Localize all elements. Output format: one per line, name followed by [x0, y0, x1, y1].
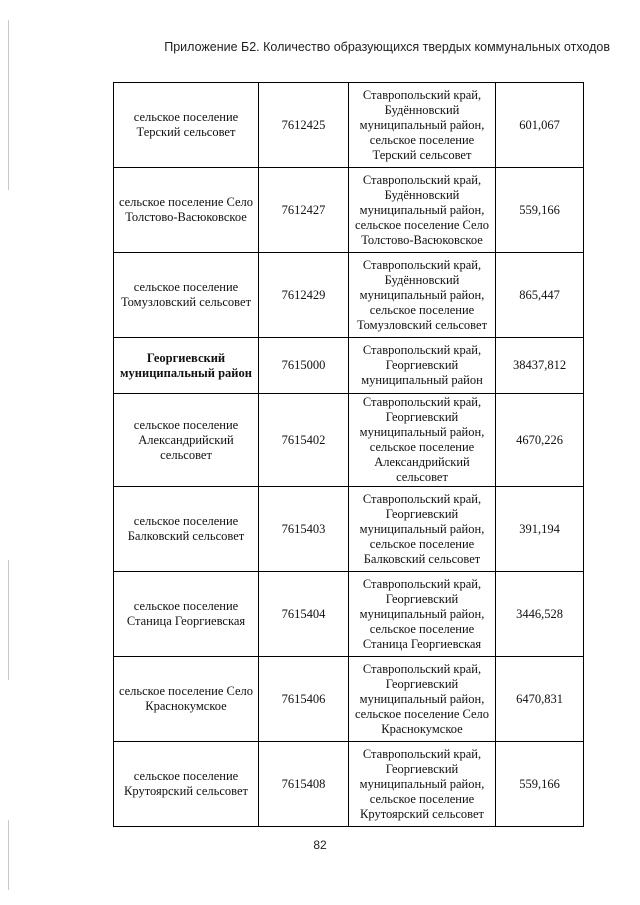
table-row [114, 487, 584, 572]
location-cell: Ставропольский край, Георгиевский муниципальный район, сельское поселение Станица Георгиевская [349, 572, 496, 657]
page-header: Приложение Б2. Количество образующихся твердых коммунальных отходов [164, 40, 610, 54]
code-cell: 7615403 [259, 487, 349, 572]
scan-margin-line [8, 820, 9, 890]
value-cell: 559,166 [496, 168, 584, 253]
value-cell: 6470,831 [496, 657, 584, 742]
settlement-cell: сельское поселение Село Краснокумское [114, 657, 259, 742]
waste-table [113, 82, 584, 827]
settlement-cell: сельское поселение Александрийский сельсовет [114, 394, 259, 487]
location-cell: Ставропольский край, Георгиевский муниципальный район [349, 338, 496, 394]
location-cell: Ставропольский край, Георгиевский муниципальный район, сельское поселение Крутоярский сельсовет [349, 742, 496, 827]
code-cell: 7615408 [259, 742, 349, 827]
table-row [114, 657, 584, 742]
code-cell: 7612427 [259, 168, 349, 253]
value-cell: 38437,812 [496, 338, 584, 394]
table-row [114, 394, 584, 487]
code-cell: 7615404 [259, 572, 349, 657]
location-cell: Ставропольский край, Будённовский муниципальный район, сельское поселение Терский сельсовет [349, 83, 496, 168]
code-cell: 7615402 [259, 394, 349, 487]
scan-margin-line [8, 560, 9, 680]
value-cell: 865,447 [496, 253, 584, 338]
district-cell: Георгиевский муниципальный район [114, 338, 259, 394]
settlement-cell: сельское поселение Станица Георгиевская [114, 572, 259, 657]
settlement-cell: сельское поселение Терский сельсовет [114, 83, 259, 168]
scan-margin-line [8, 20, 9, 190]
value-cell: 601,067 [496, 83, 584, 168]
code-cell: 7615000 [259, 338, 349, 394]
location-cell: Ставропольский край, Георгиевский муниципальный район, сельское поселение Балковский сельсовет [349, 487, 496, 572]
value-cell: 559,166 [496, 742, 584, 827]
page-number: 82 [313, 838, 327, 852]
location-cell: Ставропольский край, Будённовский муниципальный район, сельское поселение Село Толстово-Васюковское [349, 168, 496, 253]
table-row [114, 253, 584, 338]
value-cell: 3446,528 [496, 572, 584, 657]
settlement-cell: сельское поселение Село Толстово-Васюковское [114, 168, 259, 253]
code-cell: 7612429 [259, 253, 349, 338]
location-cell: Ставропольский край, Будённовский муниципальный район, сельское поселение Томузловский сельсовет [349, 253, 496, 338]
value-cell: 391,194 [496, 487, 584, 572]
settlement-cell: сельское поселение Крутоярский сельсовет [114, 742, 259, 827]
table-row [114, 742, 584, 827]
table-row [114, 168, 584, 253]
location-cell: Ставропольский край, Георгиевский муниципальный район, сельское поселение Александрийский сельсовет [349, 394, 496, 487]
settlement-cell: сельское поселение Балковский сельсовет [114, 487, 259, 572]
table-row-district [114, 338, 584, 394]
code-cell: 7615406 [259, 657, 349, 742]
value-cell: 4670,226 [496, 394, 584, 487]
settlement-cell: сельское поселение Томузловский сельсовет [114, 253, 259, 338]
table-row [114, 83, 584, 168]
table-row [114, 572, 584, 657]
location-cell: Ставропольский край, Георгиевский муниципальный район, сельское поселение Село Краснокумское [349, 657, 496, 742]
code-cell: 7612425 [259, 83, 349, 168]
